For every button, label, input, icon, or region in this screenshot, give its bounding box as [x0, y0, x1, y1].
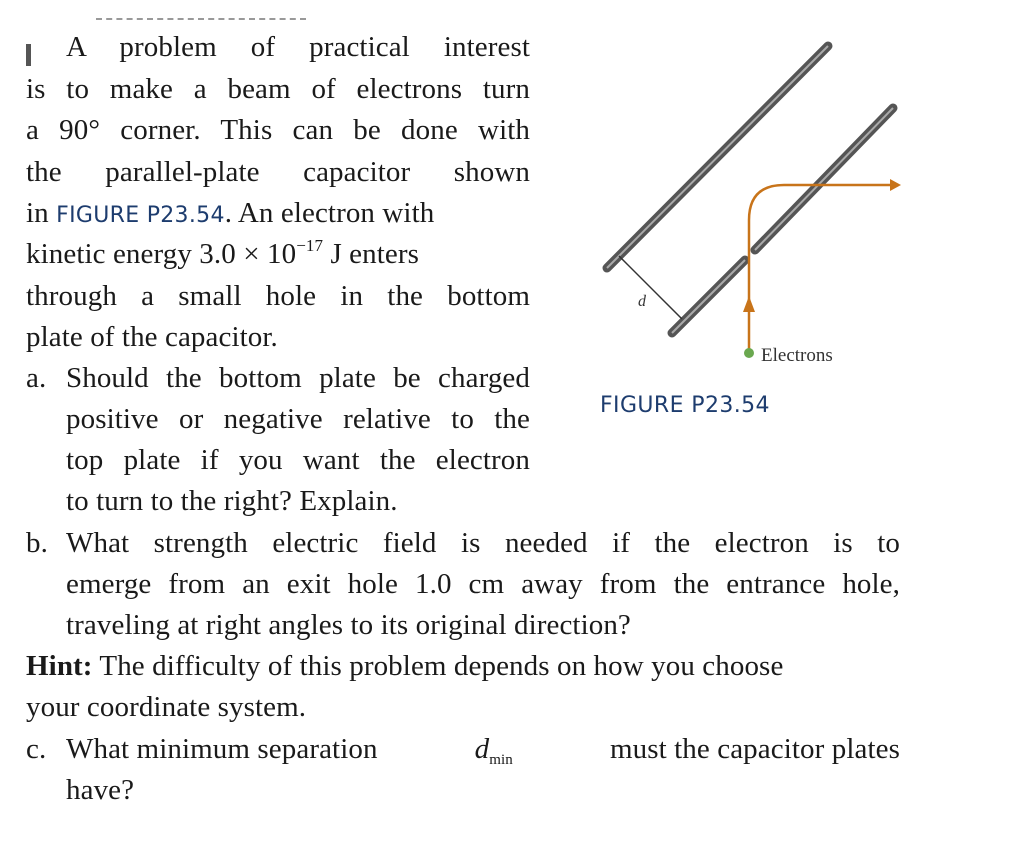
part-c-text-after: must the capacitor plates — [610, 733, 900, 765]
problem-line-5-in: in — [26, 197, 49, 229]
part-a-line-4: to turn to the right? Explain. — [66, 485, 398, 517]
part-c-line-2: have? — [66, 774, 135, 806]
part-b-line-2: emerge from an exit hole 1.0 cm away from the entrance hole, — [66, 568, 900, 600]
hint-label: Hint: — [26, 650, 93, 682]
energy-rest: J enters — [323, 238, 420, 270]
problem-line-7: through a small hole in the bottom — [26, 280, 530, 312]
separation-line — [619, 256, 682, 319]
part-c-line-1 — [66, 732, 900, 766]
part-b-label: b. — [26, 527, 48, 559]
problem-line-2: is to make a beam of electrons turn — [26, 73, 530, 105]
problem-line-6 — [26, 237, 530, 271]
d-label: d — [638, 293, 646, 310]
part-c-text-before: What minimum separation — [66, 733, 378, 765]
part-a-line-2: positive or negative relative to the — [66, 403, 530, 435]
bottom-plate-upper-highlight — [755, 108, 893, 250]
problem-line-8: plate of the capacitor. — [26, 321, 278, 353]
top-plate-highlight — [607, 46, 828, 268]
figure-reference: FIGURE P23.54 — [56, 203, 225, 228]
dmin-sub: min — [489, 752, 513, 768]
dmin-var: d — [474, 733, 490, 765]
electrons-label: Electrons — [761, 345, 833, 366]
bottom-plate-lower-highlight — [672, 260, 745, 333]
part-c-label: c. — [26, 733, 47, 765]
part-b-line-3: traveling at right angles to its original direction? — [66, 609, 631, 641]
figure-caption: FIGURE P23.54 — [600, 393, 770, 418]
part-b-line-1: What strength electric field is needed if the electron is to — [66, 527, 900, 559]
exit-arrowhead — [890, 179, 901, 191]
problem-line-1: A problem of practical interest — [66, 31, 530, 63]
part-a-line-3: top plate if you want the electron — [66, 444, 530, 476]
electron-source-dot — [744, 348, 754, 358]
problem-line-5 — [26, 196, 530, 233]
dmin-symbol — [475, 732, 513, 766]
part-a-label: a. — [26, 362, 47, 394]
problem-marker — [26, 44, 31, 66]
energy-exponent: −17 — [296, 236, 324, 255]
part-a-line-1: Should the bottom plate be charged — [66, 362, 530, 394]
hint-line-2: your coordinate system. — [26, 691, 307, 723]
top-rule — [96, 18, 306, 20]
hint-text-1: The difficulty of this problem depends on how you choose — [99, 650, 784, 682]
capacitor-figure — [590, 30, 910, 380]
electron-path — [749, 185, 890, 352]
problem-line-3: a 90° corner. This can be done with — [26, 114, 530, 146]
energy-text: kinetic energy 3.0 × 10 — [26, 238, 297, 270]
hint-line-1 — [26, 649, 900, 683]
problem-line-5-rest: . An electron with — [224, 197, 435, 229]
entry-arrowhead — [743, 296, 755, 312]
problem-line-4: the parallel-plate capacitor shown — [26, 156, 530, 188]
